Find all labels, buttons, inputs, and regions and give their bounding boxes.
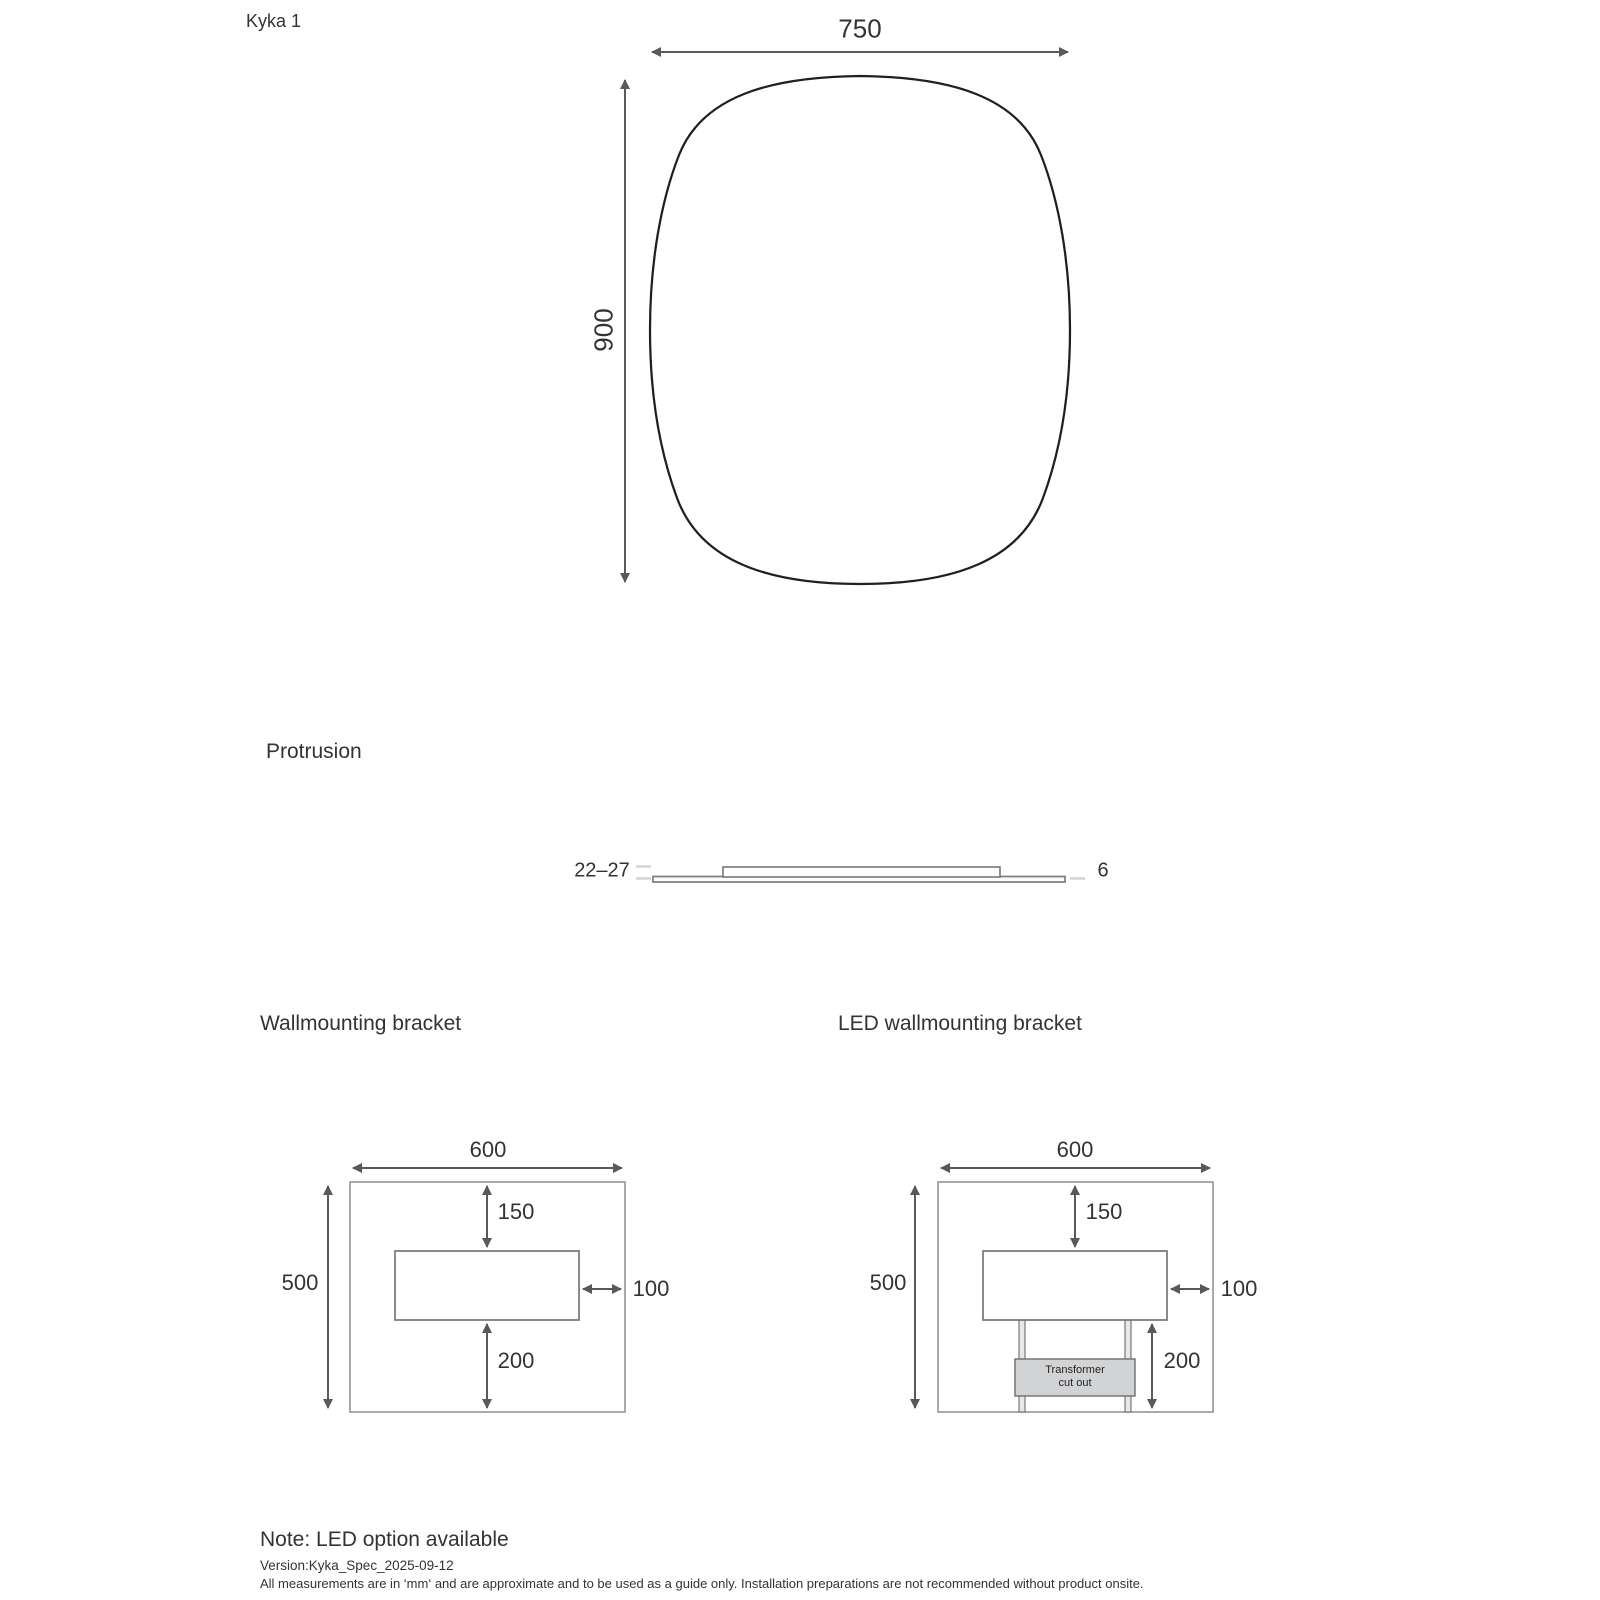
mirror-width-label: 750	[838, 13, 882, 44]
bracket-led-heading: LED wallmounting bracket	[838, 1012, 1082, 1035]
mirror-outline	[650, 76, 1070, 584]
protrusion-heading: Protrusion	[266, 740, 362, 763]
bracket-standard-bottom-offset-label: 200	[497, 1348, 535, 1373]
transformer-cutout-label	[1045, 1364, 1105, 1390]
transformer-cutout-label-line1: Transformer	[1045, 1363, 1105, 1376]
bracket-standard-height-label: 500	[281, 1270, 319, 1295]
glass-thickness-label: 6	[1097, 859, 1109, 882]
footer-disclaimer: All measurements are in ‘mm‘ and are approximate and to be used as a guide only. Installation preparations are not recommended without product onsite.	[260, 1576, 1144, 1591]
footer-note: Note: LED option available	[260, 1528, 509, 1551]
bracket-standard-drawing	[328, 1168, 625, 1412]
bracket-led-height-label: 500	[869, 1270, 907, 1295]
transformer-cutout-label-line2: cut out	[1058, 1377, 1092, 1389]
bracket-standard-side-offset-label: 100	[632, 1276, 670, 1301]
bracket-standard-inner-rect	[395, 1251, 579, 1320]
mirror-backing-profile	[723, 867, 1000, 877]
bracket-led-bottom-offset-label: 200	[1163, 1348, 1201, 1373]
bracket-led-side-offset-label: 100	[1220, 1276, 1258, 1301]
footer-version: Version:Kyka_Spec_2025-09-12	[260, 1558, 454, 1573]
protrusion-side-view	[636, 867, 1085, 883]
bracket-standard-width-label: 600	[469, 1137, 507, 1162]
protrusion-depth-label: 22–27	[574, 859, 630, 882]
bracket-led-inner-rect	[983, 1251, 1167, 1320]
bracket-led-width-label: 600	[1056, 1137, 1094, 1162]
bracket-standard-heading: Wallmounting bracket	[260, 1012, 462, 1035]
bracket-standard-top-offset-label: 150	[497, 1199, 535, 1224]
bracket-led-top-offset-label: 150	[1085, 1199, 1123, 1224]
mirror-front-view	[625, 52, 1070, 584]
document-title: Kyka 1	[246, 11, 302, 31]
mirror-height-label: 900	[588, 308, 619, 352]
